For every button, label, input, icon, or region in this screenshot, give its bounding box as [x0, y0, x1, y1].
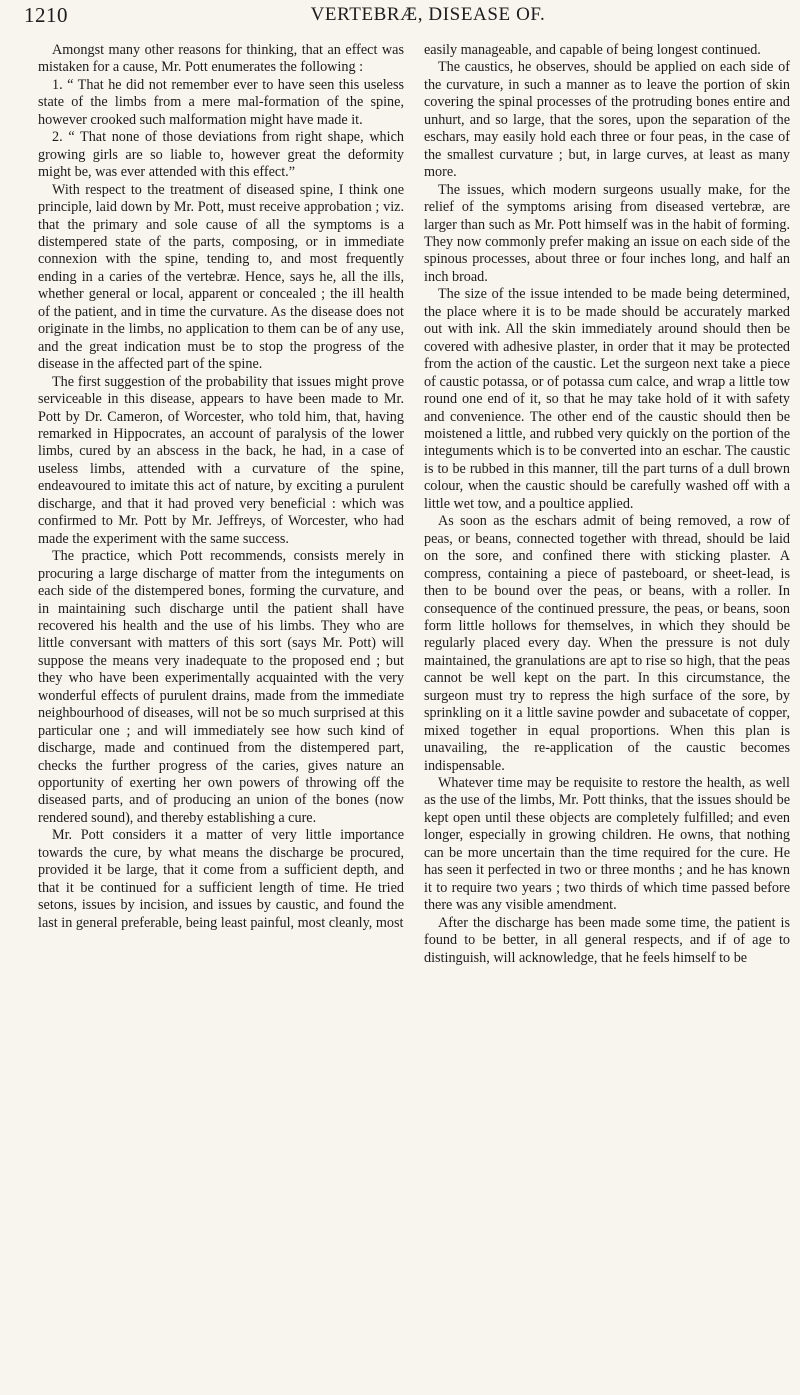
running-title: VERTEBRÆ, DISEASE OF.	[310, 4, 546, 25]
paragraph: 2. “ That none of those deviations from right shape, which growing girls are so liable to, however great the deformity might be, was ever attended with this effect.”	[38, 129, 404, 181]
paragraph: The caustics, he observes, should be applied on each side of the curvature, in such a manner as to leave the portion of skin covering the spinal processes of the protruding bones entire and unhurt, and so large, that the sores, upon the separation of the eschars, may easily hold each three or four peas, in the case of the smallest curvature ; but, in large curves, at least as many more.	[424, 59, 790, 181]
paragraph: Whatever time may be requisite to restore the health, as well as the use of the limbs, Mr. Pott thinks, that the issues should be kept open until these objects are completely fulfilled; and even longer, especially in growing children. He owns, that nothing can be more uncertain than the time required for the cure. He has seen it perfected in two or three months ; and he has known it to require two years ; two thirds of which time passed before there was any visible amendment.	[424, 775, 790, 914]
paragraph: The size of the issue intended to be made being determined, the place where it is to be made should be accurately marked out with ink. All the skin immediately around should then be covered with adhesive plaster, in order that it may be protected from the action of the caustic. Let the surgeon next take a piece of caustic potassa, or of potassa cum calce, and wrap a little tow round one end of it, so that he may take hold of it with safety and convenience. The other end of the caustic should then be moistened a little, and rubbed very quickly on the portion of the integuments which is to be converted into an eschar. The caustic is to be rubbed in this manner, till the part turns of a dull brown colour, when the caustic should be carefully washed off with a little wet tow, and a poultice applied.	[424, 286, 790, 512]
paragraph: With respect to the treatment of diseased spine, I think one principle, laid down by Mr. Pott, must receive approbation ; viz. that the primary and sole cause of all the symptoms is a distempered state of the parts, composing, or in immediate connexion with the spine, tending to, and most frequently ending in a caries of the vertebræ. Hence, says he, all the ills, whether general or local, apparent or concealed ; the ill health of the patient, and in time the curvature. As the disease does not originate in the limbs, no application to them can be of any use, and the great indication must be to stop the progress of the disease in the affected part of the spine.	[38, 181, 404, 373]
left-column	[38, 42, 404, 932]
page-number: 1210	[24, 3, 68, 27]
paragraph: The practice, which Pott recommends, consists merely in procuring a large discharge of matter from the integuments on each side of the distempered bones, forming the curvature, and in maintaining such discharge until the patient shall have recovered his health and the use of his limbs. They who are little conversant with matters of this sort (says Mr. Pott) will suppose the means very inadequate to the proposed end ; but they who have been experimentally acquainted with the very wonderful effects of purulent drains, made from the immediate neighbourhood of diseases, will not be so much surprised at this particular one ; and will immediately see how such kind of discharge, made and continued from the distempered part, checks the further progress of the caries, gives nature an opportunity of exerting her own powers of throwing off the diseased parts, and of producing an union of the bones (now rendered sound), and thereby establishing a cure.	[38, 548, 404, 826]
paragraph: Amongst many other reasons for thinking, that an effect was mistaken for a cause, Mr. Pott enumerates the following :	[38, 42, 404, 76]
paragraph: After the discharge has been made some time, the patient is found to be better, in all general respects, and if of age to distinguish, will acknowledge, that he feels himself to be	[424, 914, 790, 966]
paragraph: 1. “ That he did not remember ever to have seen this useless state of the limbs from a mere mal-formation of the spine, however crooked such malformation might have made it.	[38, 76, 404, 128]
paragraph: easily manageable, and capable of being longest continued.	[424, 42, 761, 58]
paragraph: As soon as the eschars admit of being removed, a row of peas, or beans, connected together with thread, should be laid on the sore, and confined there with sticking plaster. A compress, containing a piece of pasteboard, or sheet-lead, is then to be bound over the peas, or beans, with a roller. In consequence of the continued pressure, the peas, or beans, soon form little hollows for themselves, in which they should be regularly placed every day. When the pressure is not duly maintained, the granulations are apt to rise so high, that the peas cannot be well kept on the part. In this circumstance, the surgeon must try to repress the high surface of the sore, by sprinkling on it a little savine powder and subacetate of copper, mixed together in equal proportions. When this plan is unavailing, the re-application of the caustic becomes indispensable.	[424, 513, 790, 774]
paragraph: The issues, which modern surgeons usually make, for the relief of the symptoms arising from diseased vertebræ, are larger than such as Mr. Pott himself was in the habit of forming. They now commonly prefer making an issue on each side of the spinous processes, about three or four inches long, and half an inch broad.	[424, 181, 790, 285]
right-column	[424, 42, 790, 967]
paragraph: Mr. Pott considers it a matter of very little importance towards the cure, by what means the discharge be procured, provided it be large, that it come from a sufficient depth, and that it be continued for a sufficient length of time. He tried setons, issues by incision, and issues by caustic, and found the last in general preferable, being least painful, most cleanly, most	[38, 827, 404, 931]
paragraph: The first suggestion of the probability that issues might prove serviceable in this disease, appears to have been made to Mr. Pott by Dr. Cameron, of Worcester, who told him, that, having remarked in Hippocrates, an account of paralysis of the lower limbs, cured by an abscess in the back, he had, in a case of useless limbs, attended with a curvature of the spine, endeavoured to imitate this act of nature, by exciting a purulent discharge, and that it had proved very beneficial : which was confirmed to Mr. Pott by Mr. Jeffreys, of Worcester, who had made the experiment with the same success.	[38, 373, 404, 547]
page-header	[0, 0, 800, 40]
